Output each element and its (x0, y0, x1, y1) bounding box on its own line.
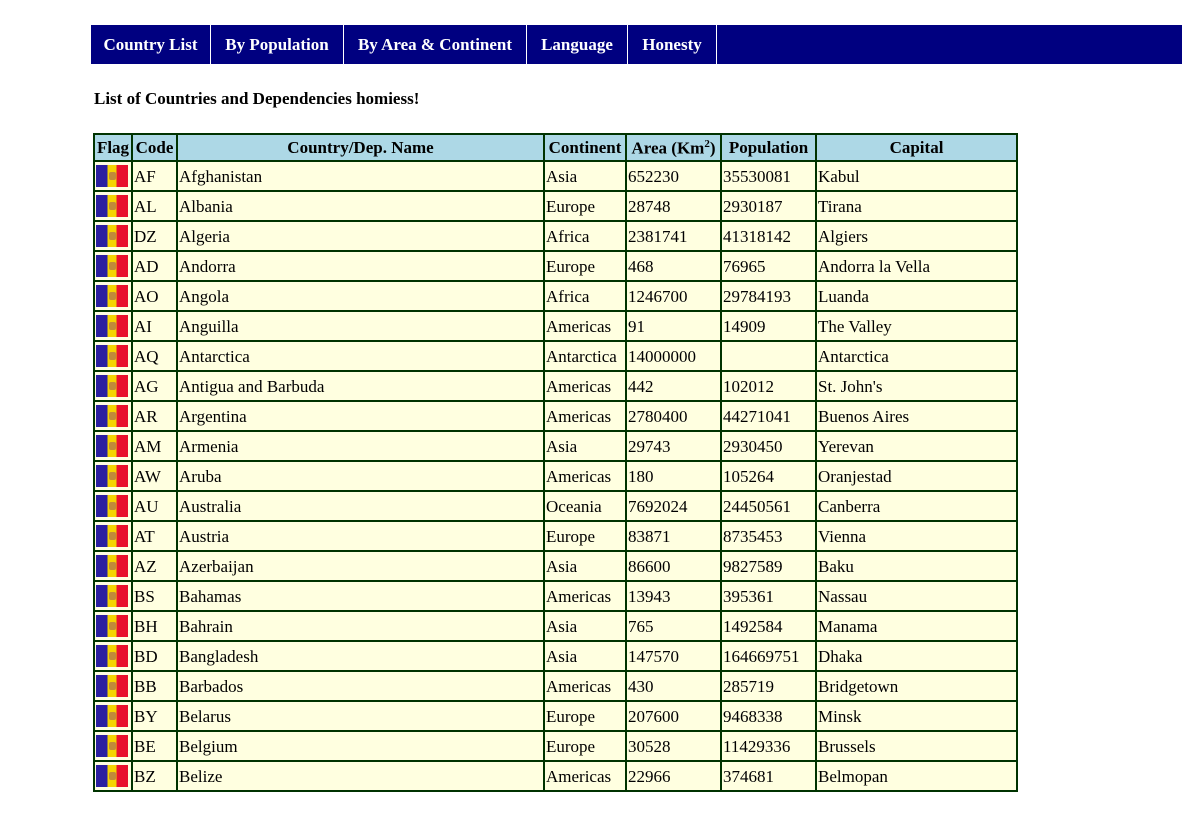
cell-flag (94, 731, 132, 761)
flag-emblem-icon (109, 682, 116, 690)
cell-population: 9468338 (721, 701, 816, 731)
cell-population: 76965 (721, 251, 816, 281)
table-row (94, 371, 1017, 401)
cell-area: 652230 (626, 161, 721, 191)
cell-continent: Asia (544, 431, 626, 461)
cell-population: 164669751 (721, 641, 816, 671)
flag-icon (96, 195, 128, 217)
table-header-row (94, 134, 1017, 161)
cell-population: 2930450 (721, 431, 816, 461)
cell-continent: Africa (544, 221, 626, 251)
cell-area: 442 (626, 371, 721, 401)
cell-capital: Baku (816, 551, 1017, 581)
cell-capital: The Valley (816, 311, 1017, 341)
cell-area: 430 (626, 671, 721, 701)
cell-population: 14909 (721, 311, 816, 341)
cell-capital: Canberra (816, 491, 1017, 521)
table-row (94, 401, 1017, 431)
header-population: Population (721, 134, 816, 161)
cell-continent: Americas (544, 461, 626, 491)
cell-population: 102012 (721, 371, 816, 401)
flag-icon (96, 165, 128, 187)
table-row (94, 611, 1017, 641)
cell-flag (94, 491, 132, 521)
flag-emblem-icon (109, 382, 116, 390)
cell-population: 44271041 (721, 401, 816, 431)
flag-icon (96, 735, 128, 757)
cell-area: 180 (626, 461, 721, 491)
table-row (94, 221, 1017, 251)
cell-flag (94, 701, 132, 731)
cell-capital: Luanda (816, 281, 1017, 311)
cell-population (721, 341, 816, 371)
cell-code: BY (132, 701, 177, 731)
cell-population: 8735453 (721, 521, 816, 551)
cell-flag (94, 671, 132, 701)
table-row (94, 521, 1017, 551)
cell-code: BH (132, 611, 177, 641)
cell-code: AF (132, 161, 177, 191)
header-capital: Capital (816, 134, 1017, 161)
flag-icon (96, 435, 128, 457)
cell-flag (94, 161, 132, 191)
cell-code: AD (132, 251, 177, 281)
cell-flag (94, 281, 132, 311)
top-nav (91, 25, 1182, 64)
header-flag: Flag (94, 134, 132, 161)
flag-icon (96, 615, 128, 637)
cell-population: 35530081 (721, 161, 816, 191)
table-row (94, 731, 1017, 761)
cell-name: Barbados (177, 671, 544, 701)
cell-capital: Manama (816, 611, 1017, 641)
table-row (94, 311, 1017, 341)
cell-capital: Kabul (816, 161, 1017, 191)
header-area-sup: 2 (704, 137, 710, 150)
cell-continent: Americas (544, 401, 626, 431)
cell-name: Bahamas (177, 581, 544, 611)
table-row (94, 281, 1017, 311)
cell-name: Argentina (177, 401, 544, 431)
cell-capital: Yerevan (816, 431, 1017, 461)
cell-code: BS (132, 581, 177, 611)
cell-code: BE (132, 731, 177, 761)
table-row (94, 191, 1017, 221)
flag-icon (96, 465, 128, 487)
cell-flag (94, 611, 132, 641)
table-row (94, 671, 1017, 701)
cell-population: 9827589 (721, 551, 816, 581)
cell-population: 105264 (721, 461, 816, 491)
cell-area: 2780400 (626, 401, 721, 431)
cell-continent: Americas (544, 371, 626, 401)
cell-flag (94, 641, 132, 671)
cell-flag (94, 221, 132, 251)
cell-flag (94, 461, 132, 491)
cell-code: AM (132, 431, 177, 461)
cell-code: AG (132, 371, 177, 401)
cell-code: AL (132, 191, 177, 221)
flag-emblem-icon (109, 412, 116, 420)
cell-capital: Antarctica (816, 341, 1017, 371)
cell-name: Belgium (177, 731, 544, 761)
flag-emblem-icon (109, 172, 116, 180)
cell-continent: Americas (544, 761, 626, 791)
cell-flag (94, 581, 132, 611)
cell-name: Anguilla (177, 311, 544, 341)
flag-icon (96, 555, 128, 577)
cell-code: AI (132, 311, 177, 341)
cell-flag (94, 311, 132, 341)
cell-name: Austria (177, 521, 544, 551)
cell-capital: Dhaka (816, 641, 1017, 671)
countries-table (93, 133, 1018, 792)
cell-continent: Europe (544, 251, 626, 281)
nav-honesty[interactable]: Honesty (628, 25, 717, 64)
flag-emblem-icon (109, 772, 116, 780)
cell-area: 83871 (626, 521, 721, 551)
flag-icon (96, 675, 128, 697)
cell-population: 1492584 (721, 611, 816, 641)
flag-emblem-icon (109, 232, 116, 240)
flag-emblem-icon (109, 652, 116, 660)
cell-name: Albania (177, 191, 544, 221)
cell-code: AW (132, 461, 177, 491)
cell-code: BZ (132, 761, 177, 791)
cell-flag (94, 341, 132, 371)
cell-name: Belize (177, 761, 544, 791)
cell-continent: Asia (544, 641, 626, 671)
cell-capital: Vienna (816, 521, 1017, 551)
cell-flag (94, 431, 132, 461)
cell-code: AT (132, 521, 177, 551)
cell-area: 86600 (626, 551, 721, 581)
cell-area: 91 (626, 311, 721, 341)
cell-population: 2930187 (721, 191, 816, 221)
flag-icon (96, 285, 128, 307)
nav-country-list[interactable]: Country List (91, 25, 211, 64)
cell-name: Azerbaijan (177, 551, 544, 581)
header-continent: Continent (544, 134, 626, 161)
cell-code: AQ (132, 341, 177, 371)
flag-icon (96, 345, 128, 367)
table-row (94, 461, 1017, 491)
cell-name: Bangladesh (177, 641, 544, 671)
cell-flag (94, 551, 132, 581)
cell-continent: Americas (544, 671, 626, 701)
cell-code: AZ (132, 551, 177, 581)
cell-continent: Europe (544, 731, 626, 761)
flag-emblem-icon (109, 562, 116, 570)
cell-code: AR (132, 401, 177, 431)
nav-by-area-continent[interactable]: By Area & Continent (344, 25, 527, 64)
cell-continent: Europe (544, 701, 626, 731)
cell-population: 395361 (721, 581, 816, 611)
header-area (626, 134, 721, 161)
header-name: Country/Dep. Name (177, 134, 544, 161)
table-row (94, 161, 1017, 191)
table-row (94, 551, 1017, 581)
flag-icon (96, 255, 128, 277)
cell-capital: Tirana (816, 191, 1017, 221)
cell-capital: Nassau (816, 581, 1017, 611)
table-row (94, 641, 1017, 671)
cell-continent: Asia (544, 611, 626, 641)
cell-name: Afghanistan (177, 161, 544, 191)
flag-icon (96, 705, 128, 727)
header-code: Code (132, 134, 177, 161)
cell-area: 147570 (626, 641, 721, 671)
flag-emblem-icon (109, 592, 116, 600)
cell-capital: Brussels (816, 731, 1017, 761)
table-row (94, 701, 1017, 731)
flag-icon (96, 375, 128, 397)
cell-continent: Americas (544, 581, 626, 611)
flag-emblem-icon (109, 742, 116, 750)
page-title: List of Countries and Dependencies homiess! (94, 89, 420, 108)
cell-continent: Americas (544, 311, 626, 341)
cell-code: DZ (132, 221, 177, 251)
cell-area: 29743 (626, 431, 721, 461)
cell-name: Antigua and Barbuda (177, 371, 544, 401)
cell-flag (94, 401, 132, 431)
cell-code: BD (132, 641, 177, 671)
flag-emblem-icon (109, 472, 116, 480)
cell-capital: Bridgetown (816, 671, 1017, 701)
cell-flag (94, 521, 132, 551)
flag-emblem-icon (109, 352, 116, 360)
nav-language[interactable]: Language (527, 25, 628, 64)
flag-emblem-icon (109, 622, 116, 630)
cell-capital: Andorra la Vella (816, 251, 1017, 281)
cell-continent: Asia (544, 551, 626, 581)
table-row (94, 761, 1017, 791)
cell-area: 2381741 (626, 221, 721, 251)
cell-name: Andorra (177, 251, 544, 281)
table-row (94, 431, 1017, 461)
cell-continent: Europe (544, 521, 626, 551)
cell-name: Armenia (177, 431, 544, 461)
header-area-label: Area (Km (631, 138, 705, 158)
flag-icon (96, 315, 128, 337)
flag-emblem-icon (109, 502, 116, 510)
cell-flag (94, 191, 132, 221)
cell-area: 22966 (626, 761, 721, 791)
cell-continent: Asia (544, 161, 626, 191)
cell-capital: Belmopan (816, 761, 1017, 791)
cell-area: 468 (626, 251, 721, 281)
cell-area: 14000000 (626, 341, 721, 371)
table-row (94, 341, 1017, 371)
flag-emblem-icon (109, 442, 116, 450)
flag-emblem-icon (109, 712, 116, 720)
cell-area: 7692024 (626, 491, 721, 521)
flag-emblem-icon (109, 262, 116, 270)
cell-population: 285719 (721, 671, 816, 701)
cell-code: AO (132, 281, 177, 311)
cell-area: 13943 (626, 581, 721, 611)
flag-icon (96, 645, 128, 667)
cell-area: 1246700 (626, 281, 721, 311)
cell-name: Angola (177, 281, 544, 311)
cell-capital: Oranjestad (816, 461, 1017, 491)
cell-code: BB (132, 671, 177, 701)
cell-name: Aruba (177, 461, 544, 491)
table-row (94, 251, 1017, 281)
cell-continent: Africa (544, 281, 626, 311)
flag-icon (96, 225, 128, 247)
cell-area: 207600 (626, 701, 721, 731)
flag-emblem-icon (109, 292, 116, 300)
table-row (94, 581, 1017, 611)
cell-flag (94, 761, 132, 791)
cell-name: Australia (177, 491, 544, 521)
cell-flag (94, 251, 132, 281)
flag-icon (96, 495, 128, 517)
cell-code: AU (132, 491, 177, 521)
flag-icon (96, 525, 128, 547)
cell-name: Antarctica (177, 341, 544, 371)
cell-area: 28748 (626, 191, 721, 221)
cell-population: 29784193 (721, 281, 816, 311)
cell-area: 30528 (626, 731, 721, 761)
flag-icon (96, 405, 128, 427)
flag-icon (96, 585, 128, 607)
flag-emblem-icon (109, 202, 116, 210)
cell-capital: Algiers (816, 221, 1017, 251)
cell-population: 11429336 (721, 731, 816, 761)
cell-continent: Oceania (544, 491, 626, 521)
flag-emblem-icon (109, 322, 116, 330)
flag-emblem-icon (109, 532, 116, 540)
cell-flag (94, 371, 132, 401)
cell-name: Bahrain (177, 611, 544, 641)
cell-continent: Antarctica (544, 341, 626, 371)
flag-icon (96, 765, 128, 787)
cell-population: 41318142 (721, 221, 816, 251)
cell-capital: Minsk (816, 701, 1017, 731)
cell-name: Algeria (177, 221, 544, 251)
cell-name: Belarus (177, 701, 544, 731)
header-area-close: ) (709, 138, 716, 158)
cell-population: 374681 (721, 761, 816, 791)
table-row (94, 491, 1017, 521)
nav-by-population[interactable]: By Population (211, 25, 344, 64)
cell-capital: St. John's (816, 371, 1017, 401)
cell-population: 24450561 (721, 491, 816, 521)
cell-capital: Buenos Aires (816, 401, 1017, 431)
cell-continent: Europe (544, 191, 626, 221)
cell-area: 765 (626, 611, 721, 641)
